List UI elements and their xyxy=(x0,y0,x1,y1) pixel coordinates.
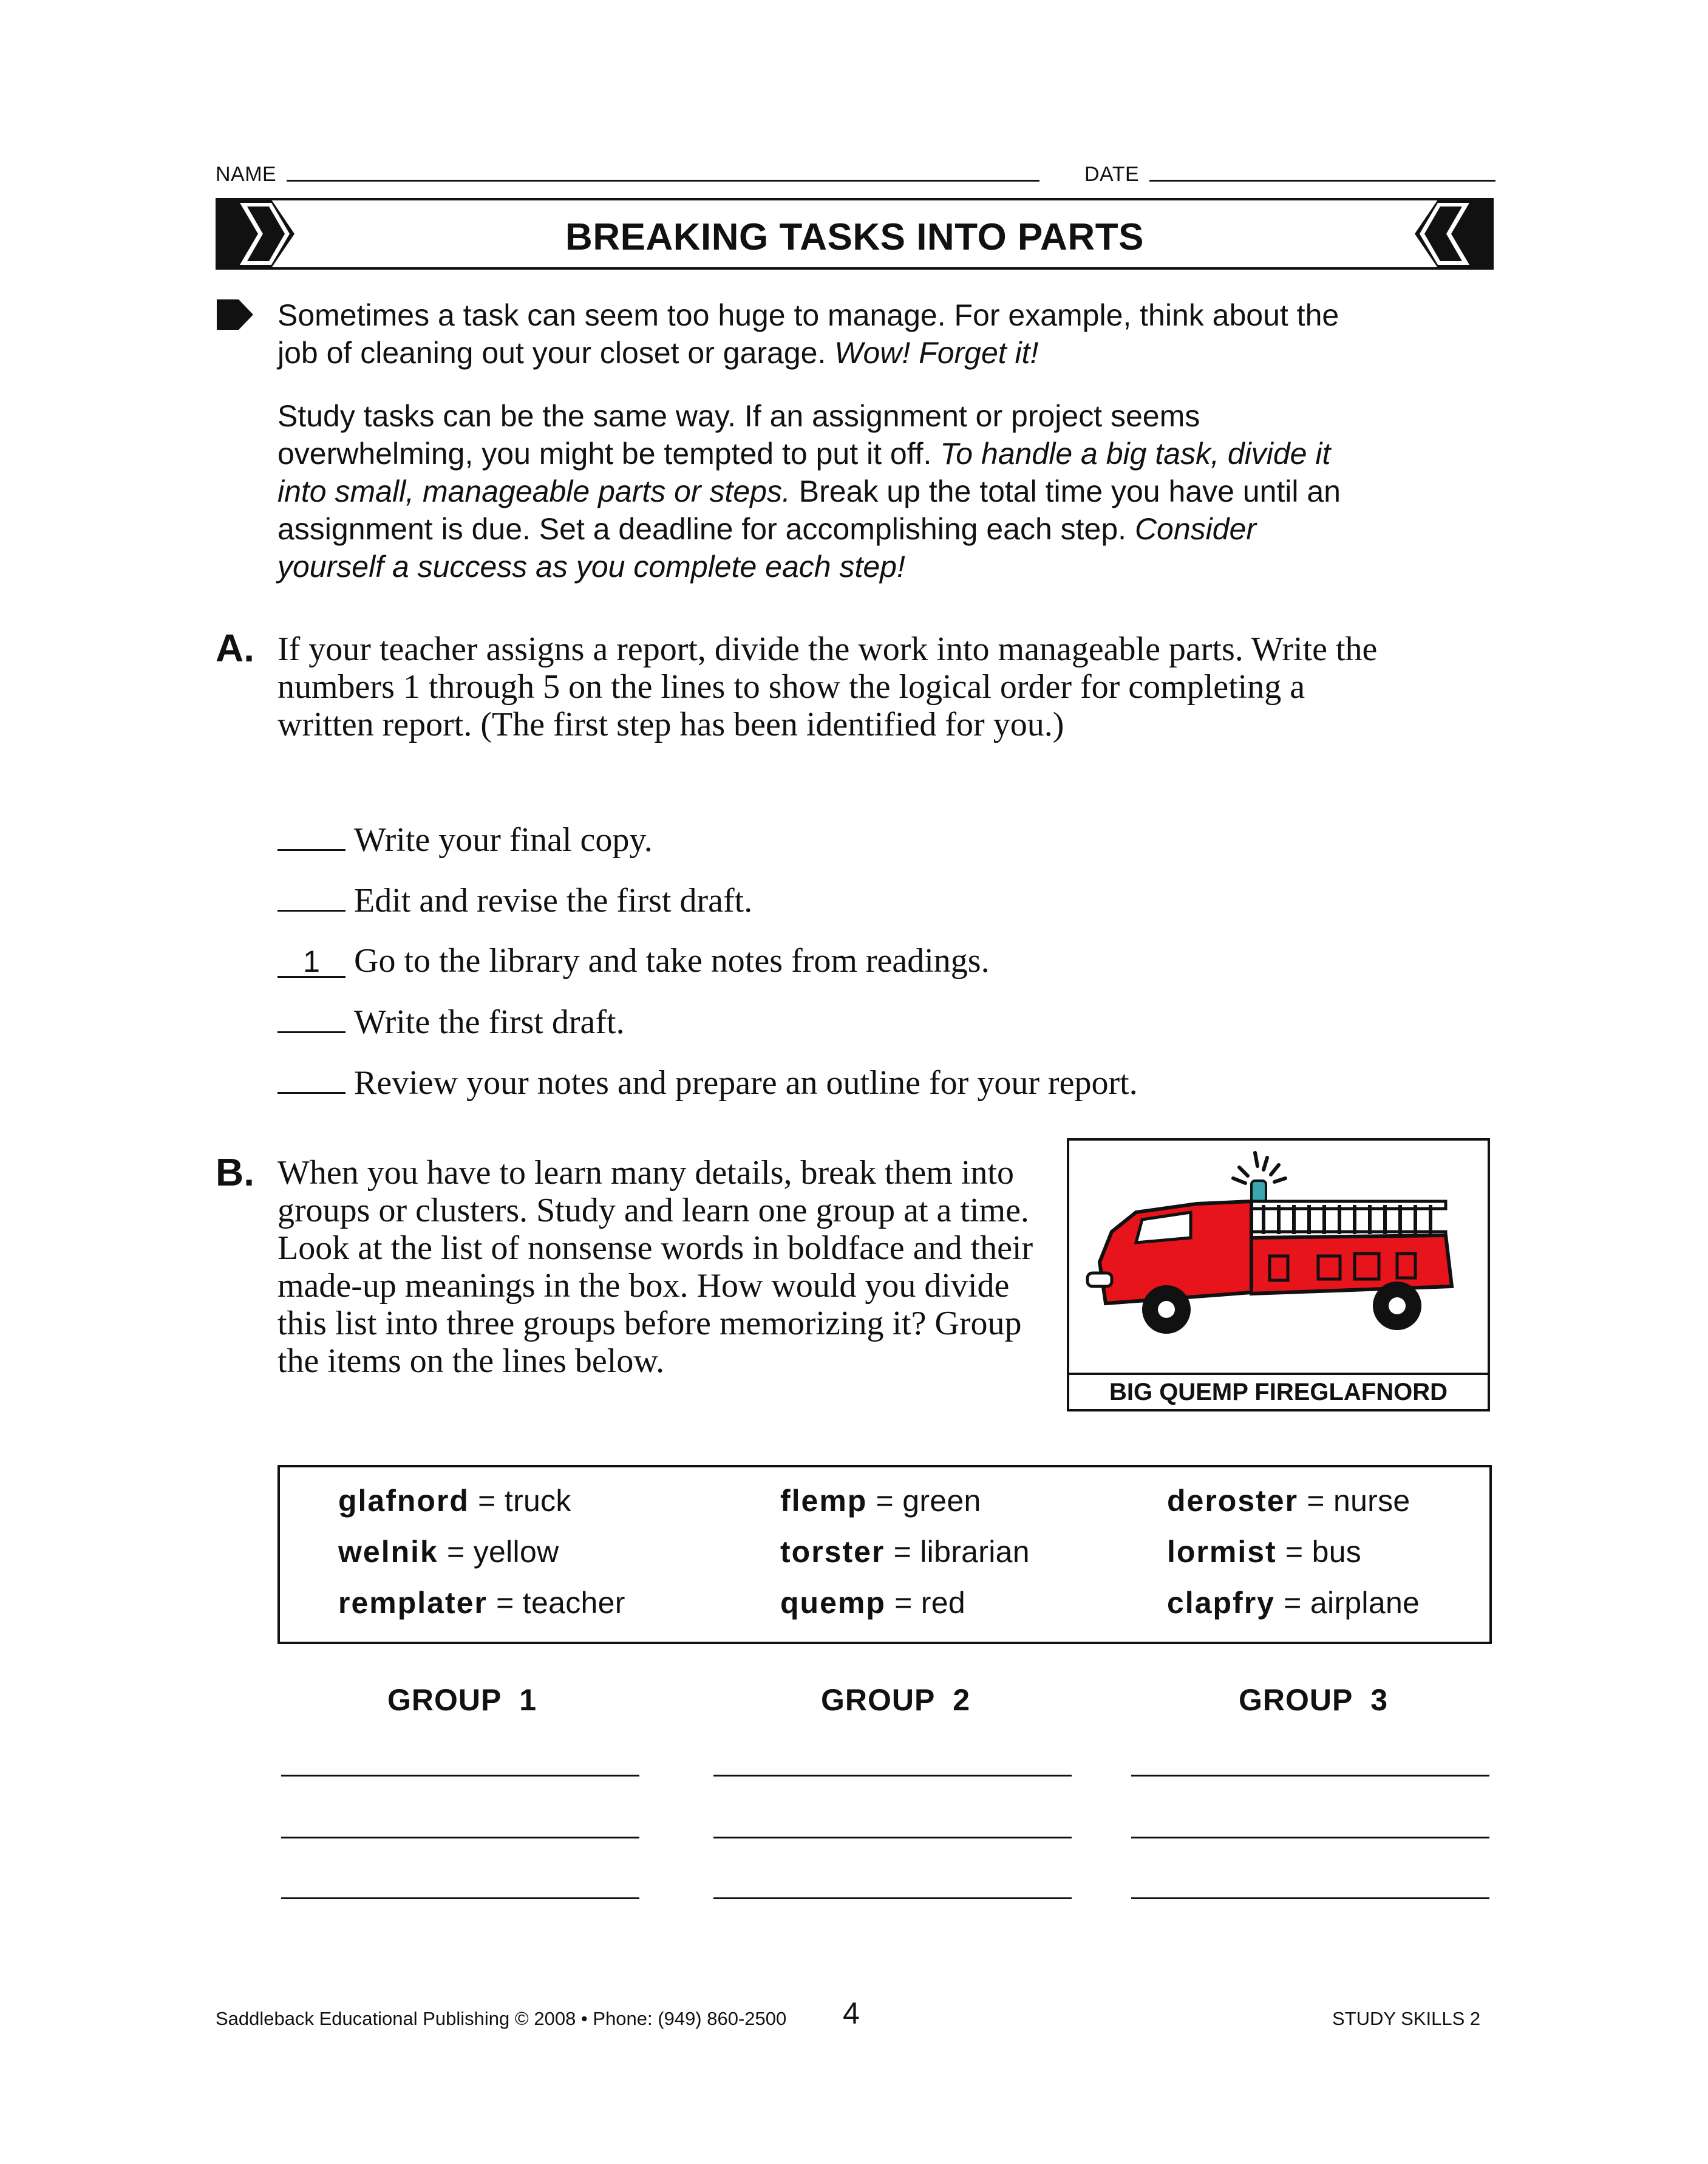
figure-caption: BIG QUEMP FIREGLAFNORD xyxy=(1069,1373,1488,1409)
group-3-heading: GROUP 3 xyxy=(1239,1683,1389,1717)
date-line[interactable] xyxy=(1149,180,1495,182)
intro-p2-italic-b: Consider yourself a success as you complete each step! xyxy=(277,512,1257,584)
intro-p2-italic-a: To handle a big task, divide it into small, manageable parts or steps. xyxy=(277,437,1331,508)
group-2-line[interactable] xyxy=(713,1775,1072,1777)
step-row xyxy=(277,1063,1138,1105)
step-text: Edit and revise the first draft. xyxy=(354,882,753,920)
group-3-line[interactable] xyxy=(1131,1837,1489,1838)
group-1-line[interactable] xyxy=(281,1775,639,1777)
page-title: BREAKING TASKS INTO PARTS xyxy=(565,216,1144,258)
glossary-entry: torster = librarian xyxy=(780,1535,1030,1569)
intro-p1-text: Sometimes a task can seem too huge to manage. For example, think about the job of cleaning out your closet or garage. xyxy=(277,298,1339,370)
glossary-entry: glafnord = truck xyxy=(338,1484,571,1518)
glossary-word: flemp xyxy=(780,1484,868,1518)
step-row xyxy=(277,941,990,984)
glossary-entry: clapfry = airplane xyxy=(1167,1586,1420,1620)
step-answer-blank[interactable]: 1 xyxy=(277,947,345,978)
glossary-meaning: red xyxy=(920,1586,965,1620)
section-a-letter: A. xyxy=(216,626,254,670)
arrow-bullet-icon xyxy=(217,299,254,330)
step-answer-blank[interactable] xyxy=(277,1002,345,1033)
title-banner xyxy=(216,198,1494,270)
glossary-meaning: yellow xyxy=(473,1535,559,1569)
step-row xyxy=(277,820,653,862)
glossary-word: torster xyxy=(780,1535,885,1569)
group-2-line[interactable] xyxy=(713,1837,1072,1838)
glossary-meaning: truck xyxy=(504,1484,571,1518)
step-text: Review your notes and prepare an outline for your report. xyxy=(354,1064,1138,1102)
intro-p2-text-a: Study tasks can be the same way. If an assignment or project seems overwhelming, you might be tempted to put it off. xyxy=(277,399,1200,471)
glossary-entry: quemp = red xyxy=(780,1586,965,1620)
group-1-line[interactable] xyxy=(281,1897,639,1899)
glossary-entry: lormist = bus xyxy=(1167,1535,1362,1569)
glossary-entry: welnik = yellow xyxy=(338,1535,559,1569)
footer-book-title: STUDY SKILLS 2 xyxy=(1332,2008,1481,2029)
glossary-box xyxy=(277,1465,1492,1644)
intro-paragraph-1 xyxy=(277,296,1346,372)
page-number: 4 xyxy=(843,1996,860,2030)
glossary-meaning: green xyxy=(902,1484,981,1518)
date-label: DATE xyxy=(1084,163,1140,186)
step-row xyxy=(277,881,752,923)
glossary-meaning: airplane xyxy=(1310,1586,1420,1620)
step-answer-blank[interactable] xyxy=(277,820,345,851)
intro-p1-italic: Wow! Forget it! xyxy=(834,336,1039,370)
glossary-word: lormist xyxy=(1167,1535,1277,1569)
intro-paragraph-2 xyxy=(277,397,1346,585)
step-row xyxy=(277,1002,625,1045)
glossary-word: welnik xyxy=(338,1535,438,1569)
glossary-word: deroster xyxy=(1167,1484,1299,1518)
intro-p2-text-b: Break up the total time you have until an assignment is due. Set a deadline for accomplishing each step. xyxy=(277,474,1341,546)
glossary-word: quemp xyxy=(780,1586,886,1620)
section-a-instructions: If your teacher assigns a report, divide the work into manageable parts. Write the numbers 1 through 5 on the lines to show the logical order for completing a written report. (The first step has been identified for you.) xyxy=(277,630,1378,743)
glossary-entry: flemp = green xyxy=(780,1484,981,1518)
group-3-line[interactable] xyxy=(1131,1775,1489,1777)
fire-truck-icon xyxy=(1069,1141,1488,1375)
name-label: NAME xyxy=(216,163,277,186)
group-2-heading: GROUP 2 xyxy=(821,1683,971,1717)
glossary-word: glafnord xyxy=(338,1484,469,1518)
step-text: Go to the library and take notes from readings. xyxy=(354,942,990,980)
glossary-meaning: bus xyxy=(1312,1535,1362,1569)
footer-publisher: Saddleback Educational Publishing © 2008 • Phone: (949) 860-2500 xyxy=(216,2008,787,2029)
step-text: Write the first draft. xyxy=(354,1003,625,1041)
glossary-word: remplater xyxy=(338,1586,488,1620)
group-2-line[interactable] xyxy=(713,1897,1072,1899)
step-answer-blank[interactable] xyxy=(277,881,345,912)
group-1-line[interactable] xyxy=(281,1837,639,1838)
group-3-line[interactable] xyxy=(1131,1897,1489,1899)
step-answer-blank[interactable] xyxy=(277,1063,345,1094)
glossary-word: clapfry xyxy=(1167,1586,1275,1620)
glossary-entry: remplater = teacher xyxy=(338,1586,625,1620)
name-line[interactable] xyxy=(287,180,1039,182)
section-b-instructions: When you have to learn many details, break them into groups or clusters. Study and learn one group at a time. Look at the list of nonsense words in boldface and their made-up meanings in the box. How would you divide this list into three groups before memorizing it? Group the items on the lines below. xyxy=(277,1154,1033,1380)
section-b-letter: B. xyxy=(216,1150,254,1194)
glossary-meaning: librarian xyxy=(920,1535,1030,1569)
group-1-heading: GROUP 1 xyxy=(387,1683,537,1717)
glossary-meaning: teacher xyxy=(522,1586,625,1620)
step-text: Write your final copy. xyxy=(354,821,653,859)
fire-truck-figure xyxy=(1067,1138,1490,1411)
glossary-entry: deroster = nurse xyxy=(1167,1484,1410,1518)
glossary-meaning: nurse xyxy=(1333,1484,1410,1518)
